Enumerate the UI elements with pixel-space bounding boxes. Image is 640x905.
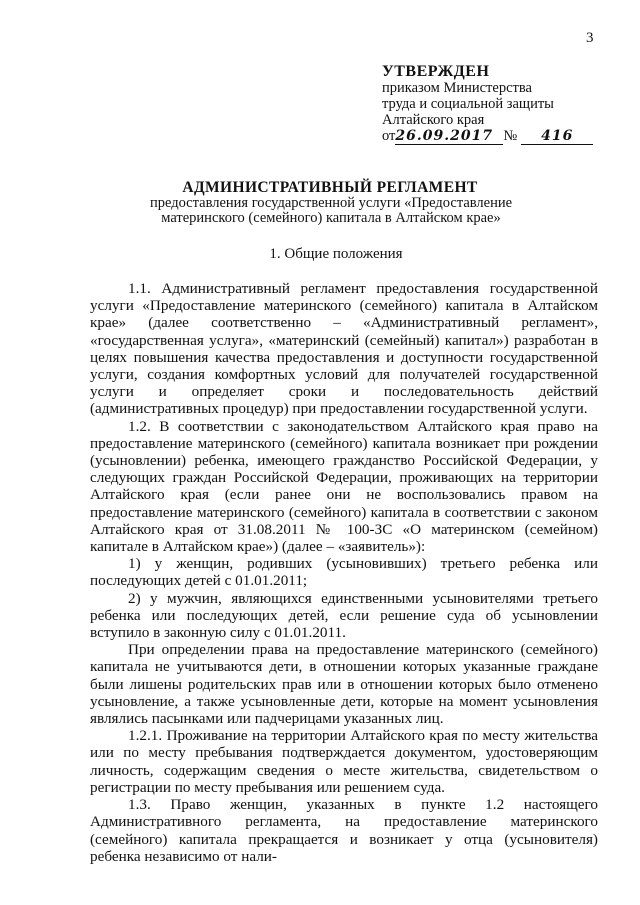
document-title-line-3: материнского (семейного) капитала в Алтайском крае» xyxy=(161,210,501,226)
paragraph-item-1: 1) у женщин, родивших (усыновивших) третьего ребенка или последующих детей с 01.01.2011; xyxy=(90,555,598,590)
section-heading: 1. Общие положения xyxy=(269,246,403,262)
paragraph-1-2-1: 1.2.1. Проживание на территории Алтайского края по месту жительства или по месту пребывания подтверждается документом, удостоверяющим личность, содержащим сведения о месте жительства, свидетельством о регистрации по месту пребывания или решением суда. xyxy=(90,727,598,796)
approval-stamp xyxy=(382,64,593,145)
approval-title: УТВЕРЖДЕН xyxy=(382,63,490,80)
approval-line-1: приказом Министерства xyxy=(382,80,532,96)
handwritten-date: 26.09.2017 xyxy=(395,128,503,145)
approval-line-3: Алтайского края xyxy=(382,112,485,128)
paragraph-exclusions: При определении права на предоставление материнского (семейного) капитала не учитываются дети, в отношении которых указанные граждане были лишены родительских прав или в отношении которых было отменено усыновление, а также усыновленные дети, которые на момент усыновления являлись пасынками или падчерицами указанных лиц. xyxy=(90,641,598,728)
approval-line-2: труда и социальной защиты xyxy=(382,96,554,112)
paragraph-1-2: 1.2. В соответствии с законодательством Алтайского края право на предоставление материнского (семейного) капитала возникает при рождении (усыновлении) ребенка, имеющего гражданство Российской Федерации, у следующих граждан Российской Федерации, проживающих на территории Алтайского края (если ранее они не воспользовались правом на предоставление материнского (семейного) капитала в соответствии с законом Алтайского края от 31.08.2011 № 100-ЗС «О материнском (семейном) капитале в Алтайском крае») (далее – «заявитель»): xyxy=(90,417,598,556)
paragraph-1-3: 1.3. Право женщин, указанных в пункте 1.2 настоящего Административного регламента, на предоставление материнского (семейного) капитала прекращается и возникает у отца (усыновителя) ребенка независимо от нали- xyxy=(90,796,598,865)
document-title-main: АДМИНИСТРАТИВНЫЙ РЕГЛАМЕНТ xyxy=(182,179,478,196)
handwritten-number: 416 xyxy=(521,128,593,145)
paragraph-1-1: 1.1. Административный регламент предоставления государственной услуги «Предоставление материнского (семейного) капитала в Алтайском крае» (далее соответственно – «Административный регламент», «государственная услуга», «материнский (семейный) капитал») разработан в целях повышения качества предоставления и доступности государственной услуги, создания комфортных условий для получателей государственной услуги и определяет сроки и последовательность действий (административных процедур) при предоставлении государственной услуги. xyxy=(90,280,598,418)
page-number: 3 xyxy=(586,30,594,46)
from-prefix: от xyxy=(382,128,396,144)
number-prefix: № xyxy=(503,128,518,144)
paragraph-item-2: 2) у мужчин, являющихся единственными усыновителями третьего ребенка или последующих детей, если решение суда об усыновлении вступило в законную силу с 01.01.2011. xyxy=(90,589,598,642)
approval-date-row xyxy=(382,128,593,145)
document-title-line-2: предоставления государственной услуги «Предоставление xyxy=(149,194,513,211)
document-title xyxy=(0,180,640,227)
document-body xyxy=(90,280,598,865)
